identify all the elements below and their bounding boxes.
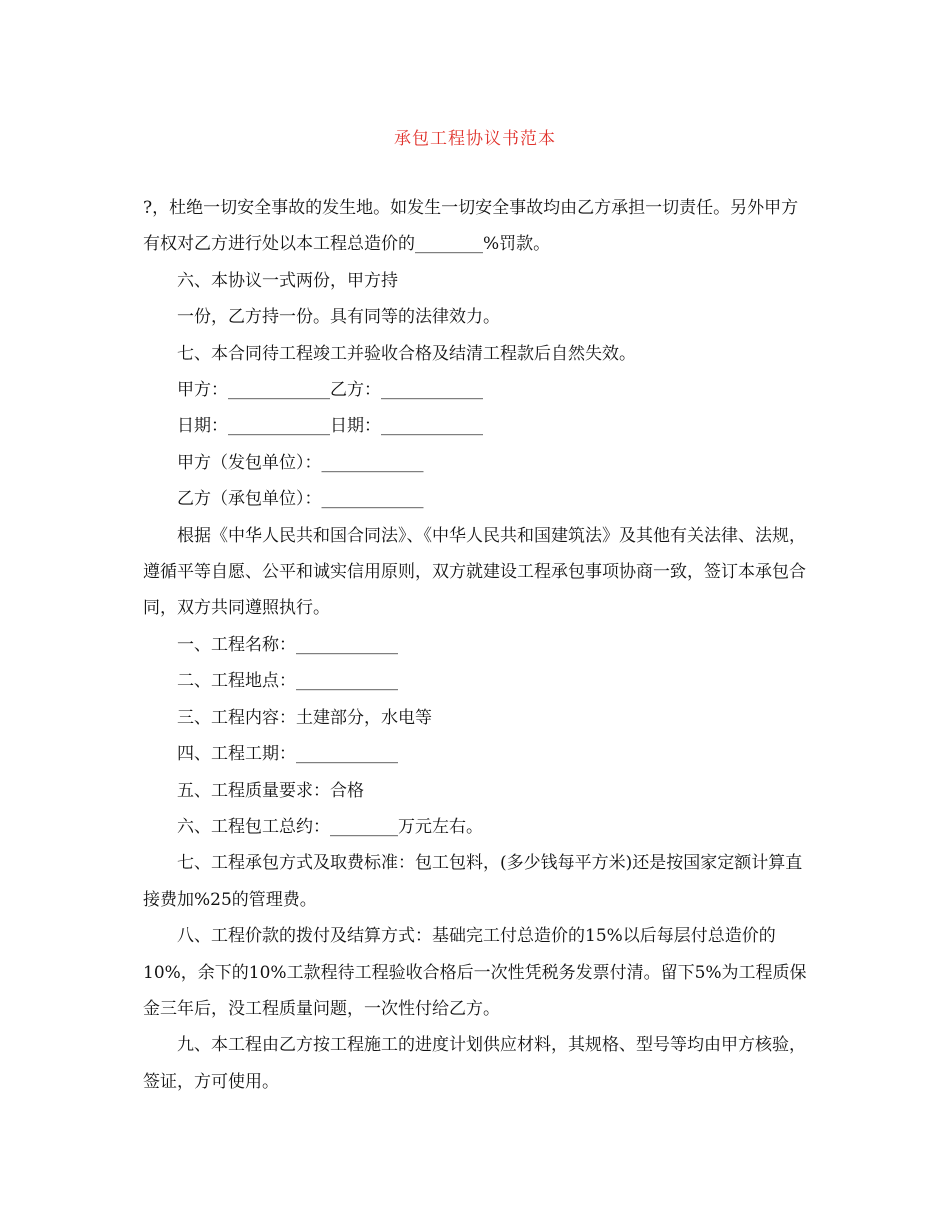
signature-line-contractor: 甲方（发包单位）：____________ (177, 452, 424, 473)
paragraph: 根据《中华人民共和国合同法》、《中华人民共和国建筑法》及其他有关法律、法规，遵循平等自愿、公平和诚实信用原则，双方就建设工程承包事项协商一致，签订本承包合同，双方共同遵照执行。 (143, 525, 806, 619)
clause-item: 三、工程内容：土建部分，水电等 (177, 707, 432, 728)
clause-item: 九、本工程由乙方按工程施工的进度计划供应材料，其规格、型号等均由甲方核验，签证，方可使用。 (143, 1035, 806, 1092)
signature-line-subcontractor: 乙方（承包单位）：____________ (177, 489, 424, 510)
clause-item: 六、工程包工总约：________万元左右。 (177, 816, 483, 837)
clause-item: 一、工程名称：____________ (177, 634, 398, 655)
paragraph: 一份，乙方持一份。具有同等的法律效力。 (177, 307, 500, 328)
clause-item: 五、工程质量要求：合格 (177, 780, 364, 801)
document-body (143, 190, 813, 1100)
clause-item: 四、工程工期：____________ (177, 744, 398, 765)
paragraph: 六、本协议一式两份，甲方持 (177, 270, 398, 291)
signature-line-parties: 甲方：____________乙方：____________ (177, 380, 483, 401)
document-title: 承包工程协议书范本 (394, 129, 556, 149)
clause-item: 七、工程承包方式及取费标准：包工包料，(多少钱每平方米)还是按国家定额计算直接费加%25的管理费。 (143, 853, 803, 910)
signature-line-dates: 日期：____________日期：____________ (177, 416, 483, 437)
clause-item: 八、工程价款的拨付及结算方式：基础完工付总造价的15%以后每层付总造价的10%，余下的10%工款程待工程验收合格后一次性凭税务发票付清。留下5%为工程质保金三年后，没工程质量问题，一次性付给乙方。 (143, 926, 807, 1019)
paragraph: 七、本合同待工程竣工并验收合格及结清工程款后自然失效。 (177, 343, 636, 364)
clause-item: 二、工程地点：____________ (177, 671, 398, 692)
paragraph: ?，杜绝一切安全事故的发生地。如发生一切安全事故均由乙方承担一切责任。另外甲方有权对乙方进行处以本工程总造价的________%罚款。 (143, 198, 799, 255)
